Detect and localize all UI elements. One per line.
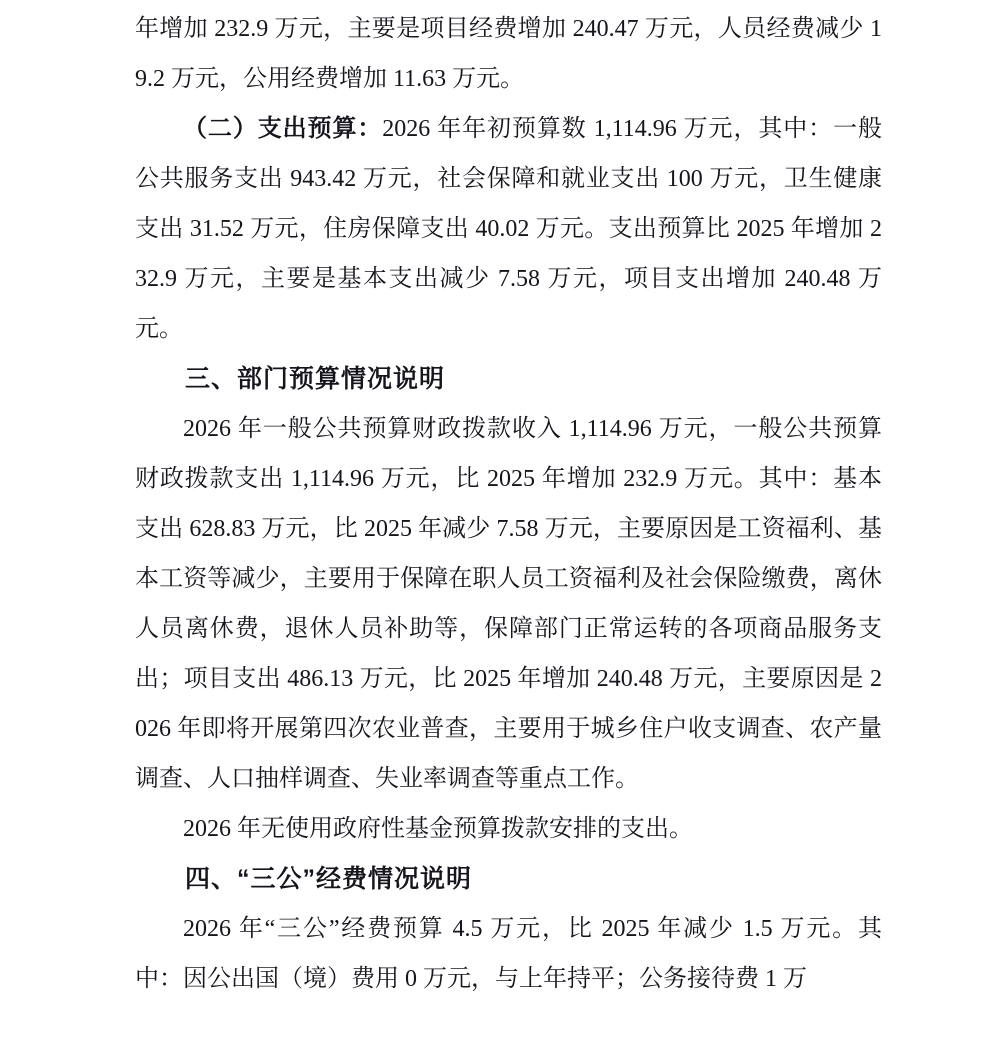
paragraph xyxy=(135,904,882,1004)
paragraph xyxy=(135,804,882,854)
emphasis-text: （二）支出预算： xyxy=(183,116,383,142)
paragraph xyxy=(135,104,882,354)
paragraph xyxy=(135,404,882,804)
body-text: 年增加 232.9 万元，主要是项目经费增加 240.47 万元，人员经费减少 19.2 万元，公用经费增加 11.63 万元。 xyxy=(135,16,882,92)
section-heading xyxy=(135,354,882,404)
paragraph xyxy=(135,4,882,104)
emphasis-text: 三、部门预算情况说明 xyxy=(185,365,446,393)
body-text: 2026 年一般公共预算财政拨款收入 1,114.96 万元，一般公共预算财政拨款支出 1,114.96 万元，比 2025 年增加 232.9 万元。其中：基本支出 628.83 万元，比 2025 年减少 7.58 万元，主要原因是工资福利、基本工资等减少，主要用于保障在职人员工资福利及社会保险缴费，离休人员离休费，退休人员补助等，保障部门正常运转的各项商品服务支出；项目支出 486.13 万元，比 2025 年增加 240.48 万元，主要原因是 2026 年即将开展第四次农业普查，主要用于城乡住户收支调查、农产量调查、人口抽样调查、失业率调查等重点工作。 xyxy=(135,416,882,792)
body-text: 2026 年“三公”经费预算 4.5 万元，比 2025 年减少 1.5 万元。其中：因公出国（境）费用 0 万元，与上年持平；公务接待费 1 万 xyxy=(135,916,882,992)
emphasis-text: 四、“三公”经费情况说明 xyxy=(185,865,473,893)
document-content xyxy=(135,4,882,1004)
body-text: 2026 年年初预算数 1,114.96 万元，其中：一般公共服务支出 943.42 万元，社会保障和就业支出 100 万元，卫生健康支出 31.52 万元，住房保障支出 40.02 万元。支出预算比 2025 年增加 232.9 万元，主要是基本支出减少 7.58 万元，项目支出增加 240.48 万元。 xyxy=(135,116,882,342)
body-text: 2026 年无使用政府性基金预算拨款安排的支出。 xyxy=(183,816,693,842)
section-heading xyxy=(135,854,882,904)
